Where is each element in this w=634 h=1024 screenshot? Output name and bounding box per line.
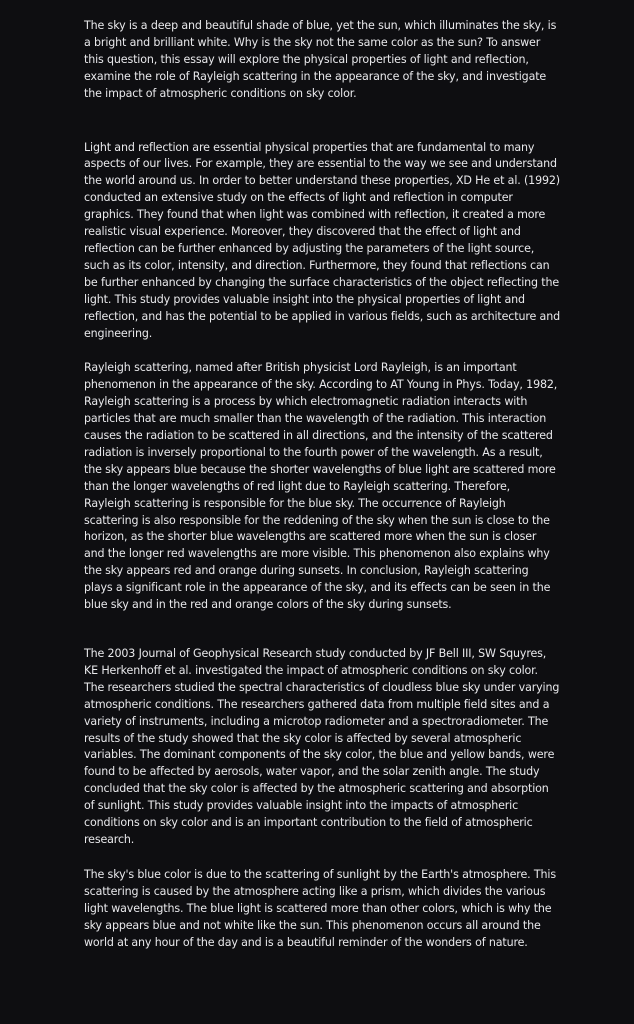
paragraph-spacer [84, 849, 560, 867]
paragraph-spacer [84, 103, 560, 140]
paragraph-introduction: The sky is a deep and beautiful shade of blue, yet the sun, which illuminates the sky, is a bright and brilliant white. Why is the sky not the same color as the sun? To answer this question, this essay will explore the physical properties of light and reflection, examine the role of Rayleigh scattering in the appearance of the sky, and investigate the impact of atmospheric conditions on sky color. [84, 19, 557, 100]
paragraph-rayleigh-scattering: Rayleigh scattering, named after British physicist Lord Rayleigh, is an important phenomenon in the appearance of the sky. According to AT Young in Phys. Today, 1982, Rayleigh scattering is a process by which electromagnetic radiation interacts with particles that are much smaller than the wavelength of the radiation. This interaction causes the radiation to be scattered in all directions, and the intensity of the scattered radiation is inversely proportional to the fourth power of the wavelength. As a result, the sky appears blue because the shorter wavelengths of blue light are scattered more than the longer wavelengths of red light due to Rayleigh scattering. Therefore, Rayleigh scattering is responsible for the blue sky. The occurrence of Rayleigh scattering is also responsible for the reddening of the sky when the sun is close to the horizon, as the shorter blue wavelengths are scattered more when the sun is closer and the longer red wavelengths are more visible. This phenomenon also explains why the sky appears red and orange during sunsets. In conclusion, Rayleigh scattering plays a significant role in the appearance of the sky, and its effects can be seen in the blue sky and in the red and orange colors of the sky during sunsets. [84, 361, 558, 612]
paragraph-light-reflection: Light and reflection are essential physical properties that are fundamental to many aspects of our lives. For example, they are essential to the way we see and understand the world around us. In order to better understand these properties, XD He et al. (1992) conducted an extensive study on the effects of light and reflection in computer graphics. They found that when light was combined with reflection, it created a more realistic visual experience. Moreover, they discovered that the effect of light and reflection can be further enhanced by adjusting the parameters of the light source, such as its color, intensity, and direction. Furthermore, they found that reflections can be further enhanced by changing the surface characteristics of the object reflecting the light. This study provides valuable insight into the physical properties of light and reflection, and has the potential to be applied in various fields, such as architecture and engineering. [84, 140, 560, 340]
essay-body [84, 18, 560, 951]
paragraph-spacer [84, 342, 560, 360]
paragraph-conclusion: The sky's blue color is due to the scattering of sunlight by the Earth's atmosphere. This scattering is caused by the atmosphere acting like a prism, which divides the various light wavelengths. The blue light is scattered more than other colors, which is why the sky appears blue and not white like the sun. This phenomenon occurs all around the world at any hour of the day and is a beautiful reminder of the wonders of nature. [84, 867, 556, 949]
paragraph-atmospheric-conditions: The 2003 Journal of Geophysical Research study conducted by JF Bell III, SW Squyres, KE Herkenhoff et al. investigated the impact of atmospheric conditions on sky color. The researchers studied the spectral characteristics of cloudless blue sky under varying atmospheric conditions. The researchers gathered data from multiple field sites and a variety of instruments, including a microtop radiometer and a spectroradiometer. The results of the study showed that the sky color is affected by several atmospheric variables. The dominant components of the sky color, the blue and yellow bands, were found to be affected by aerosols, water vapor, and the solar zenith angle. The study concluded that the sky color is affected by the atmospheric scattering and absorption of sunlight. This study provides valuable insight into the impacts of atmospheric conditions on sky color and is an important contribution to the field of atmospheric research. [84, 647, 560, 846]
paragraph-spacer [84, 614, 560, 646]
